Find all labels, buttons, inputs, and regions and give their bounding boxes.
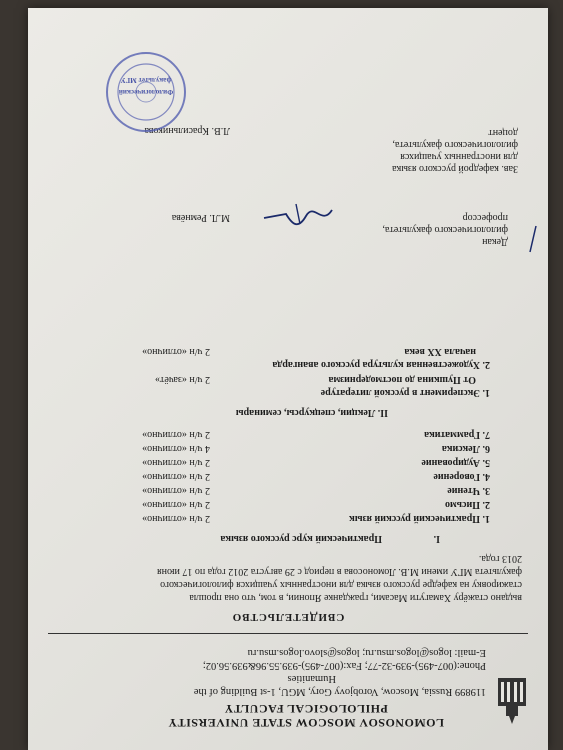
course-grade: 2 ч/н «отлично»	[142, 499, 210, 510]
paragraph-line-1: выдано стажёру Хамагути Масами, гражданке Японии, в том, что она прошла	[189, 592, 522, 603]
margin-mark	[524, 224, 540, 254]
dean-block	[382, 211, 508, 247]
section-2-title: II. Лекции, спецкурсы, семинары	[235, 407, 388, 418]
course-label: 1. Практический русский язык	[349, 513, 490, 524]
paragraph-line-4: 2013 года.	[478, 553, 522, 564]
document-title: СВИДЕТЕЛЬСТВО	[231, 611, 345, 623]
list-item	[70, 372, 490, 398]
section-1-title: Практический курс русского языка	[220, 533, 382, 544]
course-label: 6. Лексика	[441, 443, 490, 454]
course-label: 5. Аудирование	[421, 457, 490, 468]
course-grade: 2 ч/н «отлично»	[142, 429, 210, 440]
head-title: Зав. кафедрой русского языка	[392, 163, 518, 174]
lecture-label: 2. Художественная культура русского авангарда	[272, 359, 490, 370]
dean-title: Декан	[482, 236, 508, 247]
lecture-grade: 2 ч/н «отлично»	[142, 346, 210, 357]
body-paragraph	[50, 552, 522, 604]
course-label: 2. Письмо	[445, 499, 490, 510]
phone-line: Phone:(007-495)-939-32-77; Fax:(007-495)-939.55.96&939.56.02;	[202, 660, 486, 671]
head-name: Л.В. Красильникова	[144, 125, 230, 136]
address-line-2: Humanities	[287, 673, 336, 684]
faculty-name: PHILOLOGICAL FACULTY	[224, 702, 388, 716]
head-rank: доцент	[488, 127, 518, 138]
lecture-grade: 2 ч/н «зачёт»	[155, 374, 210, 385]
stamp-text: Филологический факультет МГУ	[118, 76, 174, 96]
course-grade: 2 ч/н «отлично»	[142, 471, 210, 482]
lecture-label: 1. Эксперимент в русской литературе	[320, 387, 490, 398]
university-name: LOMONOSOV MOSCOW STATE UNIVERSITY	[168, 716, 444, 730]
contact-block	[126, 646, 486, 698]
dean-faculty: филологического факультета,	[382, 224, 508, 235]
head-block	[392, 126, 518, 174]
lecture-label-cont: начала XX века	[404, 346, 476, 357]
course-grade: 2 ч/н «отлично»	[142, 485, 210, 496]
course-grade: 2 ч/н «отлично»	[142, 457, 210, 468]
dean-name: М.Л. Ремнёва	[171, 212, 230, 223]
head-dept: для иностранных учащихся	[400, 151, 518, 162]
head-faculty: филологического факультета,	[392, 139, 518, 150]
list-item	[70, 344, 490, 370]
course-grade: 2 ч/н «отлично»	[142, 513, 210, 524]
dean-rank: профессор	[462, 212, 508, 223]
lecture-label-cont: От Пушкина до постмодернизма	[328, 374, 476, 385]
course-grade: 4 ч/н «отлично»	[142, 443, 210, 454]
section-1-number: I.	[433, 533, 440, 544]
document-content	[28, 8, 548, 750]
header-divider	[48, 633, 528, 634]
university-logo	[494, 674, 530, 724]
address-line-1: 119899 Russia, Moscow, Vorobjovy Gory, MGU, 1-st Building of the	[193, 686, 486, 697]
dean-signature	[256, 200, 336, 230]
course-label: 7. Грамматика	[424, 429, 490, 440]
paragraph-line-3: факультета МГУ имени М.В. Ломоносова в период с 29 августа 2012 года по 17 июня	[157, 566, 522, 577]
paragraph-line-2: стажировку на кафедре русского языка для иностранных учащихся филологического	[160, 579, 522, 590]
course-label: 4. Говорение	[433, 471, 490, 482]
course-label: 3. Чтение	[447, 485, 490, 496]
letterhead	[126, 646, 486, 730]
document-page	[28, 8, 548, 750]
email-line: E-mail: logos@logos.msu.ru; logos@slovo.logos.msu.ru	[247, 647, 486, 658]
